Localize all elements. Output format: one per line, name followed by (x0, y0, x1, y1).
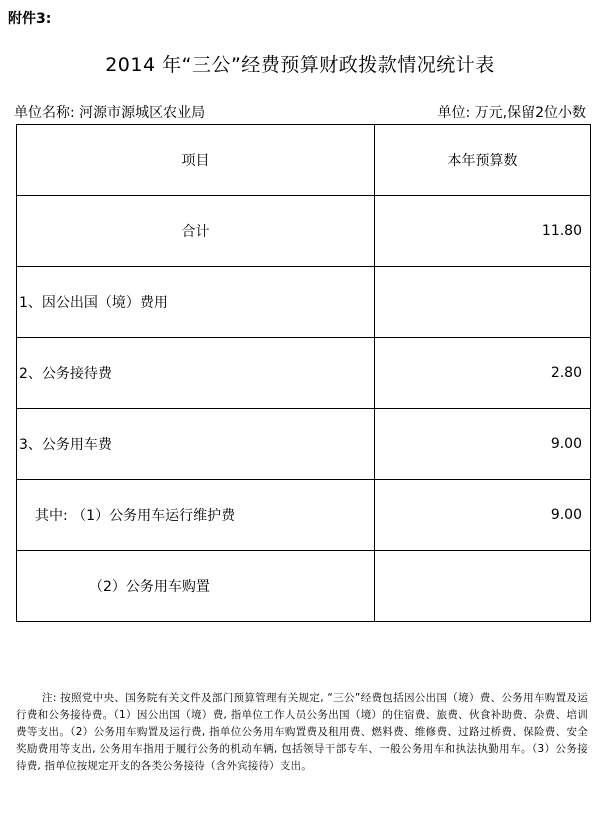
row-amount-vehicle-maintenance: 9.00 (375, 480, 591, 551)
budget-table (16, 124, 591, 622)
header-item: 项目 (17, 125, 375, 196)
row-amount-reception: 2.80 (375, 338, 591, 409)
row-amount-vehicle: 9.00 (375, 409, 591, 480)
header-amount: 本年预算数 (375, 125, 591, 196)
footnote: 注: 按照党中央、国务院有关文件及部门预算管理有关规定, “三公”经费包括因公出国（境）费、公务用车购置及运行费和公务接待费。（1）因公出国（境）费, 指单位工作人员公务出国（境）的住宿费、旅费、伙食补助费、杂费、培训费等支出。（2）公务用车购置及运行费, 指单位公务用车购置费及租用费、燃料费、维修费、过路过桥费、保险费、安全奖励费用等支出, 公务用车指用于履行公务的机动车辆, 包括领导干部专车、一般公务用车和执法执勤用车。（3）公务接待费, 指单位按规定开支的各类公务接待（含外宾接待）支出。 (16, 692, 588, 772)
row-amount-total: 11.80 (375, 196, 591, 267)
row-item-vehicle-purchase: （2）公务用车购置 (17, 551, 375, 622)
document-title: 2014 年“三公”经费预算财政拨款情况统计表 (105, 54, 495, 76)
row-amount-overseas (375, 267, 591, 338)
row-item-vehicle-maintenance: 其中: （1）公务用车运行维护费 (17, 480, 375, 551)
table-row (17, 480, 591, 551)
table-row (17, 338, 591, 409)
table-row (17, 409, 591, 480)
row-item-overseas: 1、因公出国（境）费用 (17, 267, 375, 338)
row-item-reception: 2、公务接待费 (17, 338, 375, 409)
table-row (17, 196, 591, 267)
row-amount-vehicle-purchase (375, 551, 591, 622)
row-item-total: 合计 (17, 196, 375, 267)
table-row (17, 551, 591, 622)
row-item-vehicle: 3、公务用车费 (17, 409, 375, 480)
unit-name: 单位名称: 河源市源城区农业局 (14, 105, 206, 121)
table-row (17, 267, 591, 338)
attachment-label: 附件3: (8, 11, 52, 27)
table-header-row (17, 125, 591, 196)
unit-measure: 单位: 万元,保留2位小数 (437, 105, 586, 121)
